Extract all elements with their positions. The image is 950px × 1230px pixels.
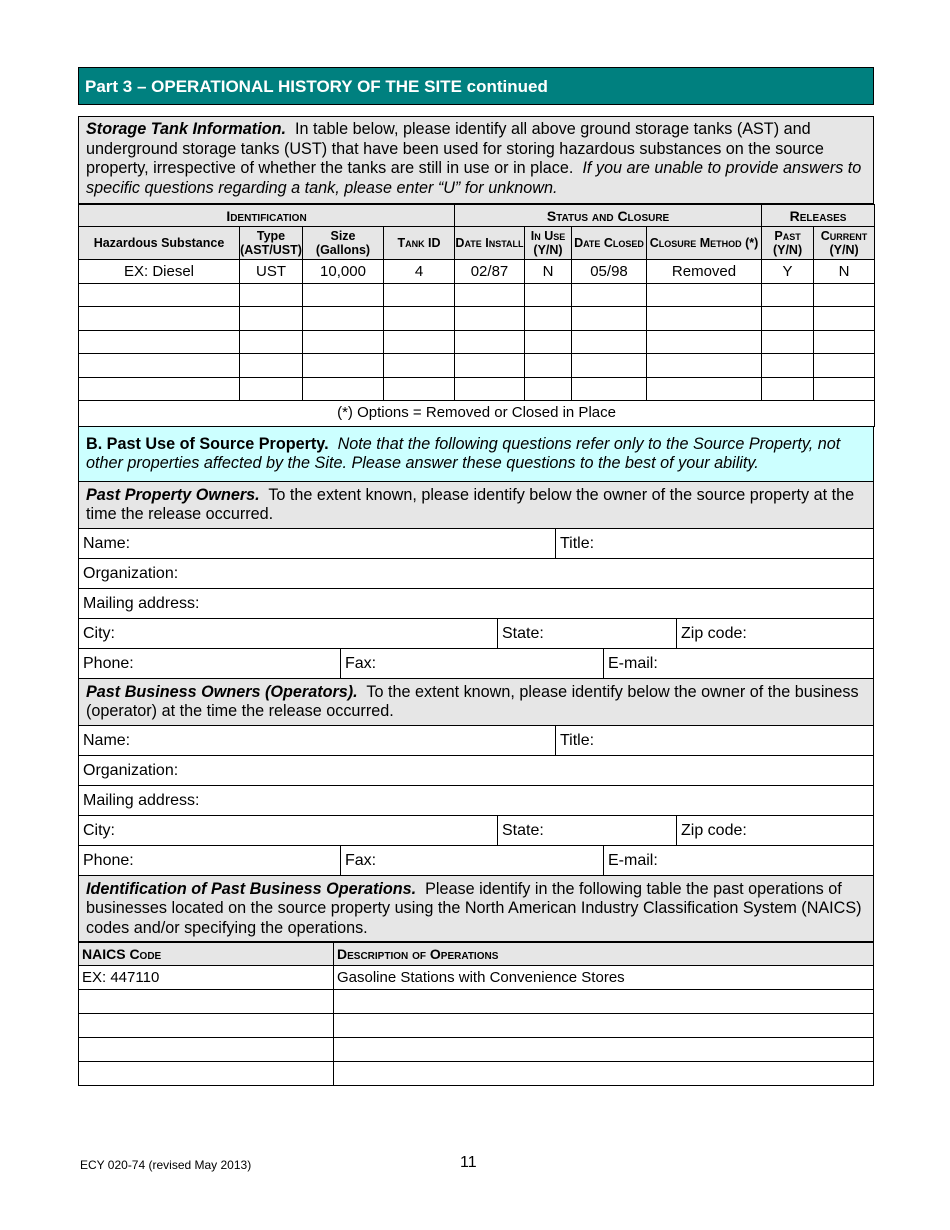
- example-cell: EX: Diesel: [79, 260, 240, 284]
- input-cell[interactable]: [762, 354, 814, 378]
- input-cell[interactable]: [240, 354, 303, 378]
- example-naics-code: EX: 447110: [79, 966, 334, 990]
- input-cell[interactable]: [572, 377, 647, 401]
- title-field[interactable]: Title:: [555, 726, 873, 755]
- example-cell: 05/98: [572, 260, 647, 284]
- state-field[interactable]: State:: [497, 816, 676, 845]
- operations-intro: [78, 876, 874, 943]
- form-id: ECY 020-74 (revised May 2013): [80, 1158, 252, 1172]
- example-cell: Removed: [647, 260, 762, 284]
- city-field[interactable]: City:: [83, 821, 115, 839]
- fax-field[interactable]: Fax:: [340, 649, 603, 678]
- input-cell[interactable]: [814, 330, 875, 354]
- col-date-install: Date Install: [455, 227, 525, 260]
- input-cell[interactable]: [79, 990, 334, 1014]
- input-cell[interactable]: [334, 990, 874, 1014]
- section-header: Part 3 – OPERATIONAL HISTORY OF THE SITE continued: [78, 67, 874, 105]
- col-tank-id: Tank ID: [384, 227, 455, 260]
- input-cell[interactable]: [647, 283, 762, 307]
- example-cell: 4: [384, 260, 455, 284]
- input-cell[interactable]: [647, 354, 762, 378]
- input-cell[interactable]: [572, 354, 647, 378]
- input-cell[interactable]: [240, 283, 303, 307]
- group-releases: Releases: [762, 205, 875, 227]
- input-cell[interactable]: [572, 330, 647, 354]
- col-in-use: In Use (Y/N): [525, 227, 572, 260]
- input-cell[interactable]: [762, 307, 814, 331]
- example-cell: 02/87: [455, 260, 525, 284]
- input-cell[interactable]: [384, 330, 455, 354]
- property-owners-title: Past Property Owners.: [86, 485, 260, 504]
- input-cell[interactable]: [79, 1014, 334, 1038]
- business-owners-title: Past Business Owners (Operators).: [86, 682, 358, 701]
- input-cell[interactable]: [79, 354, 240, 378]
- col-hazardous-substance: Hazardous Substance: [79, 227, 240, 260]
- naics-table: [78, 942, 874, 1086]
- input-cell[interactable]: [79, 377, 240, 401]
- col-date-closed: Date Closed: [572, 227, 647, 260]
- input-cell[interactable]: [79, 1062, 334, 1086]
- storage-tank-table: [78, 204, 875, 427]
- input-cell[interactable]: [455, 307, 525, 331]
- col-closure-method: Closure Method (*): [647, 227, 762, 260]
- example-cell: Y: [762, 260, 814, 284]
- input-cell[interactable]: [814, 377, 875, 401]
- zip-code-field[interactable]: Zip code:: [676, 816, 873, 845]
- example-cell: N: [814, 260, 875, 284]
- input-cell[interactable]: [79, 1038, 334, 1062]
- input-cell[interactable]: [762, 283, 814, 307]
- input-cell[interactable]: [79, 330, 240, 354]
- table-row[interactable]: [79, 1062, 874, 1086]
- business-owners-intro: [78, 679, 874, 726]
- input-cell[interactable]: [455, 330, 525, 354]
- group-identification: Identification: [79, 205, 455, 227]
- example-description: Gasoline Stations with Convenience Stores: [334, 966, 874, 990]
- table-row[interactable]: [79, 330, 875, 354]
- input-cell[interactable]: [240, 307, 303, 331]
- name-field[interactable]: Name:: [83, 534, 131, 552]
- input-cell[interactable]: [572, 307, 647, 331]
- input-cell[interactable]: [303, 307, 384, 331]
- input-cell[interactable]: [762, 377, 814, 401]
- operations-text: Please identify in the following table the past operations of businesses located on the source property using the North American Industry Classification System (NAICS) codes and/or specifying the operations.: [86, 879, 862, 937]
- page-number: 11: [460, 1154, 477, 1171]
- col-past: Past (Y/N): [762, 227, 814, 260]
- input-cell[interactable]: [525, 330, 572, 354]
- input-cell[interactable]: [525, 283, 572, 307]
- past-use-section: [78, 427, 874, 482]
- col-description: Description of Operations: [334, 943, 874, 966]
- email-field[interactable]: E-mail:: [603, 649, 873, 678]
- example-cell: 10,000: [303, 260, 384, 284]
- input-cell[interactable]: [384, 283, 455, 307]
- col-naics-code: NAICS Code: [79, 943, 334, 966]
- table-row[interactable]: [79, 283, 875, 307]
- storage-tank-text: In table below, please identify all above ground storage tanks (AST) and underground storage tanks (UST) that have been used for storing hazardous substances on the source property, irrespective of whether the tanks are still in use or in place.: [86, 120, 824, 177]
- input-cell[interactable]: [303, 377, 384, 401]
- table-row[interactable]: [79, 1014, 874, 1038]
- input-cell[interactable]: [525, 307, 572, 331]
- input-cell[interactable]: [572, 283, 647, 307]
- mailing-address-field[interactable]: Mailing address:: [83, 791, 200, 809]
- input-cell[interactable]: [303, 330, 384, 354]
- input-cell[interactable]: [455, 354, 525, 378]
- input-cell[interactable]: [240, 330, 303, 354]
- storage-tank-title: Storage Tank Information.: [86, 120, 286, 138]
- phone-field[interactable]: Phone:: [83, 654, 134, 672]
- email-field[interactable]: E-mail:: [603, 846, 873, 875]
- input-cell[interactable]: [303, 354, 384, 378]
- state-field[interactable]: State:: [497, 619, 676, 648]
- input-cell[interactable]: [814, 307, 875, 331]
- input-cell[interactable]: [334, 1038, 874, 1062]
- property-owners-intro: [78, 482, 874, 529]
- title-field[interactable]: Title:: [555, 529, 873, 558]
- past-use-text: Note that the following questions refer only to the Source Property, not other properties affected by the Site. Please answer these questions to the best of your ability.: [86, 434, 841, 472]
- table-row[interactable]: [79, 1038, 874, 1062]
- mailing-address-field[interactable]: Mailing address:: [83, 594, 200, 612]
- input-cell[interactable]: [79, 283, 240, 307]
- col-current: Current (Y/N): [814, 227, 875, 260]
- past-use-title: B. Past Use of Source Property.: [86, 434, 329, 453]
- table-row[interactable]: [79, 377, 875, 401]
- col-size: Size (Gallons): [303, 227, 384, 260]
- input-cell[interactable]: [240, 377, 303, 401]
- input-cell[interactable]: [79, 307, 240, 331]
- input-cell[interactable]: [334, 1062, 874, 1086]
- input-cell[interactable]: [384, 354, 455, 378]
- input-cell[interactable]: [525, 377, 572, 401]
- input-cell[interactable]: [303, 283, 384, 307]
- table-row[interactable]: [79, 990, 874, 1014]
- table-row[interactable]: [79, 307, 875, 331]
- input-cell[interactable]: [647, 307, 762, 331]
- input-cell[interactable]: [525, 354, 572, 378]
- business-owners-text: To the extent known, please identify below the owner of the business (operator) at the time the release occurred.: [86, 682, 859, 720]
- storage-tank-intro: [78, 116, 874, 204]
- organization-field[interactable]: Organization:: [83, 564, 179, 582]
- example-cell: N: [525, 260, 572, 284]
- property-owners-text: To the extent known, please identify below the owner of the source property at the time the release occurred.: [86, 485, 855, 523]
- example-cell: UST: [240, 260, 303, 284]
- group-status: Status and Closure: [455, 205, 762, 227]
- zip-code-field[interactable]: Zip code:: [676, 619, 873, 648]
- input-cell[interactable]: [455, 377, 525, 401]
- col-type: Type (AST/UST): [240, 227, 303, 260]
- organization-field[interactable]: Organization:: [83, 761, 179, 779]
- phone-field[interactable]: Phone:: [83, 851, 134, 869]
- table-row: [79, 260, 875, 284]
- input-cell[interactable]: [762, 330, 814, 354]
- fax-field[interactable]: Fax:: [340, 846, 603, 875]
- input-cell[interactable]: [384, 377, 455, 401]
- input-cell[interactable]: [647, 377, 762, 401]
- input-cell[interactable]: [647, 330, 762, 354]
- city-field[interactable]: City:: [83, 624, 115, 642]
- input-cell[interactable]: [814, 354, 875, 378]
- input-cell[interactable]: [814, 283, 875, 307]
- table-row: [79, 966, 874, 990]
- table-row[interactable]: [79, 354, 875, 378]
- operations-title: Identification of Past Business Operations.: [86, 879, 417, 898]
- input-cell[interactable]: [334, 1014, 874, 1038]
- name-field[interactable]: Name:: [83, 731, 131, 749]
- input-cell[interactable]: [455, 283, 525, 307]
- storage-tank-italic: If you are unable to provide answers to specific questions regarding a tank, please enter “U” for unknown.: [86, 159, 862, 197]
- input-cell[interactable]: [384, 307, 455, 331]
- closure-options-note: (*) Options = Removed or Closed in Place: [79, 401, 875, 427]
